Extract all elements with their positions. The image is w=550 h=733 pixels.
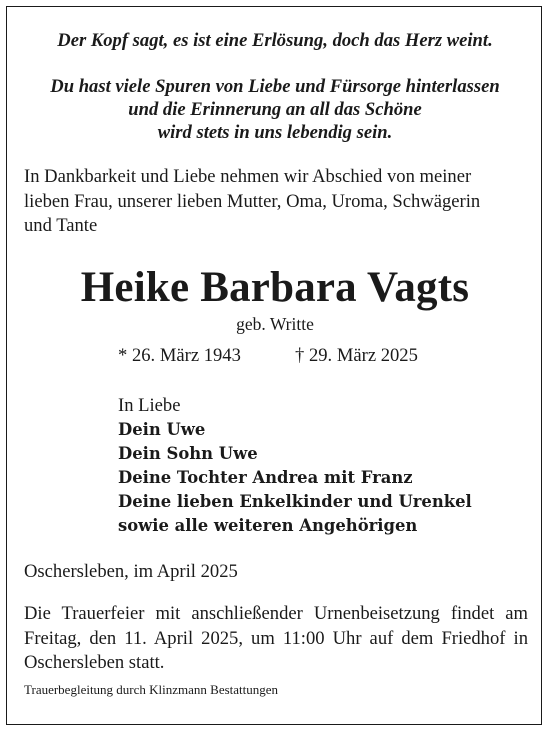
farewell-line: In Dankbarkeit und Liebe nehmen wir Abschied von meiner: [24, 166, 472, 187]
memorial-poem: [0, 75, 550, 144]
farewell-line: und Tante: [24, 215, 98, 236]
opening-quote: Der Kopf sagt, es ist eine Erlösung, doch das Herz weint.: [57, 30, 493, 51]
poem-line: wird stets in uns lebendig sein.: [157, 122, 393, 143]
mourners-list: [118, 394, 538, 538]
poem-line: Du hast viele Spuren von Liebe und Fürsorge hinterlassen: [50, 76, 500, 97]
farewell-text: [24, 165, 528, 239]
place-date: Oschersleben, im April 2025: [24, 561, 238, 582]
mourner-line: Deine lieben Enkelkinder und Urenkel: [118, 492, 472, 511]
funeral-line: Friedhof in Oschersleben statt.: [24, 627, 528, 673]
mourner-line: Dein Uwe: [118, 420, 206, 439]
funeral-line: am Freitag, den 11. April 2025, um 11:00 Uhr auf dem: [24, 603, 528, 649]
maiden-name: geb. Writte: [236, 314, 314, 334]
poem-line: und die Erinnerung an all das Schöne: [128, 99, 422, 120]
death-date: † 29. März 2025: [295, 345, 418, 366]
deceased-name: Heike Barbara Vagts: [80, 264, 470, 311]
mourner-line: Deine Tochter Andrea mit Franz: [118, 468, 413, 487]
funeral-notice: [24, 602, 528, 676]
funeral-line: Die Trauerfeier mit anschließender Urnenbeisetzung findet: [24, 603, 495, 624]
funeral-home-credit: Trauerbegleitung durch Klinzmann Bestattungen: [24, 682, 279, 697]
farewell-line: lieben Frau, unserer lieben Mutter, Oma, Uroma, Schwägerin: [24, 190, 481, 212]
birth-date: * 26. März 1943: [118, 345, 241, 366]
mourner-line: sowie alle weiteren Angehörigen: [118, 516, 418, 535]
mourner-line: In Liebe: [118, 395, 181, 416]
mourner-line: Dein Sohn Uwe: [118, 444, 258, 463]
